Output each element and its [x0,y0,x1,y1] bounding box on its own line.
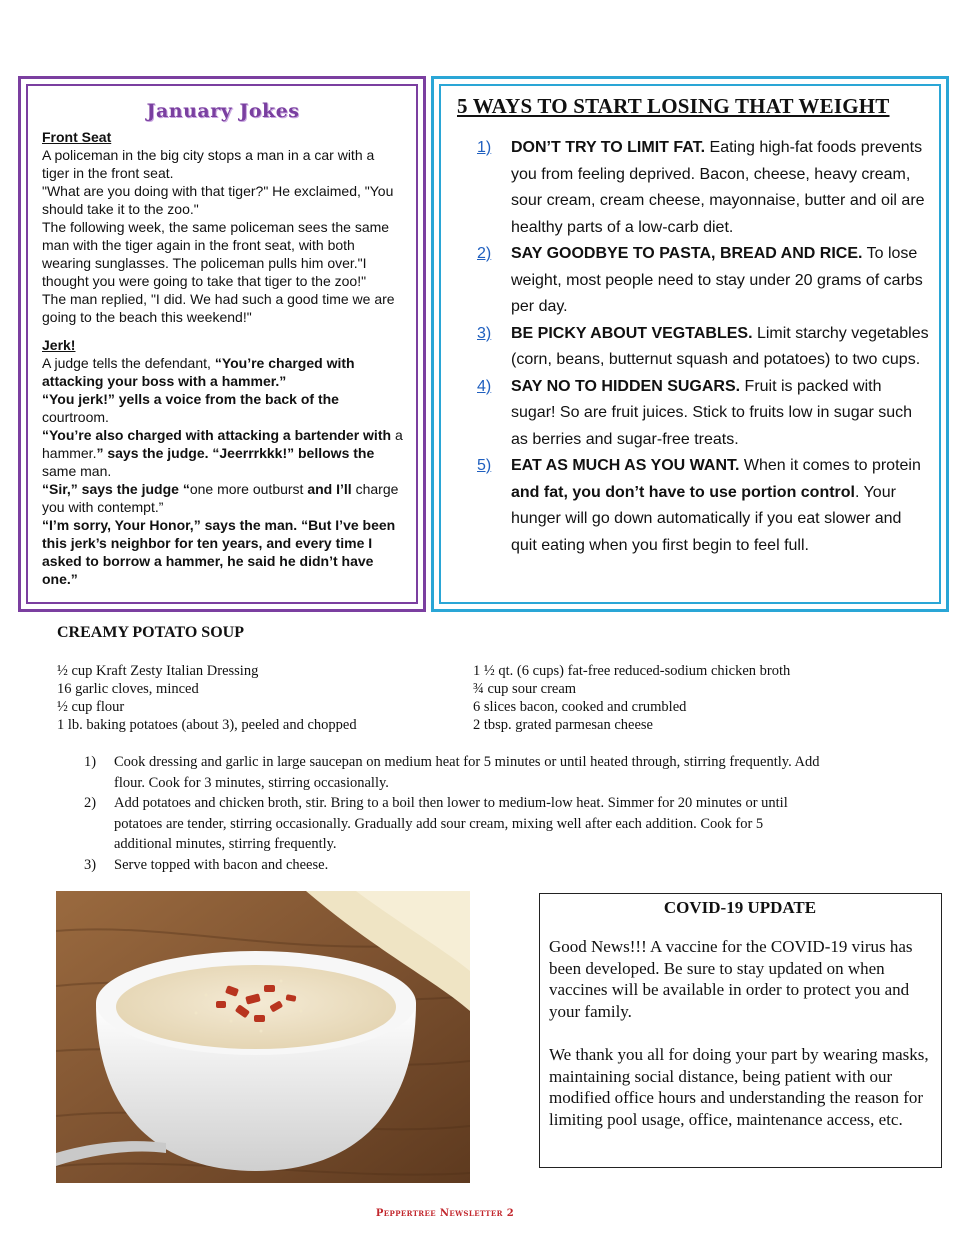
tip-text-bold: and fat, you don’t have to use portion control [511,483,855,501]
weight-loss-title: 5 WAYS TO START LOSING THAT WEIGHT [457,94,890,118]
tip-text: Fruit is packed with sugar! So are fruit juices. Stick to fruits low in sugar such as berries and sugar-free treats. [511,377,913,448]
tip-heading: DON’T TRY TO LIMIT FAT. [511,139,706,156]
recipe-step [84,793,824,855]
tip-body [511,241,929,321]
covid-paragraph: Good News!!! A vaccine for the COVID-19 virus has been developed. Be sure to stay updated on when vaccines will be available in order to protect you and your family. [549,937,913,1022]
joke-text-run-bold: “You’re also charged with attacking a bartender with [42,427,395,443]
ingredient-item: 1 ½ qt. (6 cups) fat-free reduced-sodium chicken broth [473,663,791,679]
ingredient-item: 6 slices bacon, cooked and crumbled [473,699,687,715]
joke-paragraph [42,480,404,516]
joke-paragraph [42,426,404,480]
joke-text-run: one more outburst [189,481,308,497]
joke-jerk-text [42,354,404,588]
tip-body [511,374,929,454]
joke-paragraph [42,354,404,390]
tip-heading: EAT AS MUCH AS YOU WANT. [511,457,740,474]
joke-text-run: a hammer. [42,427,403,461]
weight-loss-box [431,76,949,612]
joke-text-run-bold: “You’re charged with attacking your boss with a hammer.” [42,355,355,389]
tip-heading: SAY NO TO HIDDEN SUGARS. [511,377,741,395]
recipe-steps [84,752,824,875]
newsletter-footer: Peppertree Newsletter 2 [375,1208,515,1219]
tip-body [511,321,929,374]
joke-text-run-bold: ” says the judge. “Jeerrrkkk!” bellows the [96,445,375,461]
joke-text-run-bold: “You jerk!” yells a voice from the back of the [42,391,339,407]
joke-line: The following week, the same policeman sees the same man with the tiger again in the front seat, with both wearing sunglasses. The policeman pulls him over."I thought you were going to take that tiger to the zoo!" [42,219,390,289]
step-text: Serve topped with bacon and cheese. [114,856,329,873]
joke-paragraph: “I’m sorry, Your Honor,” says the man. “But I’ve been this jerk’s neighbor for ten years, and every time I asked to borrow a hammer, he said he didn’t have one.” [42,517,396,587]
tip-number: 5) [477,457,492,474]
covid-update-title: COVID-19 UPDATE [663,898,817,917]
tip-heading: BE PICKY ABOUT VEGTABLES. [511,324,753,342]
tip-item [457,241,929,321]
joke-line: "What are you doing with that tiger?" He exclaimed, "You should take it to the zoo." [42,183,394,217]
ingredient-item: 1 lb. baking potatoes (about 3), peeled and chopped [57,717,357,733]
ingredient-item: ¾ cup sour cream [473,681,577,697]
joke-text-run: same man. [42,463,112,479]
weight-loss-inner-frame [439,84,941,604]
joke-text-run: courtroom. [42,409,109,425]
covid-paragraph: We thank you all for doing your part by wearing masks, maintaining social distance, being patient with our modified office hours and understanding the reason for limiting pool usage, office, maintenance access, etc. [549,1044,929,1129]
step-text: Add potatoes and chicken broth, stir. Bring to a boil then lower to medium-low heat. Simmer for 20 minutes or until potatoes are tender, stirring occasionally. Gradually add sour cream, mixing well after each addition. Cook for 5 additional minutes, stirring frequently. [114,795,788,852]
tip-item [457,321,929,374]
ingredient-item: ½ cup Kraft Zesty Italian Dressing [57,663,259,679]
jokes-inner-frame [26,84,418,604]
tip-body [511,135,929,241]
tip-text: When it comes to protein [739,457,921,474]
jokes-box [18,76,426,612]
tip-number: 1) [477,139,492,156]
tip-item [457,453,929,559]
tip-body [511,453,929,559]
joke-text-run-bold: and I’ll [307,481,356,497]
step-number: 2) [84,795,97,811]
ingredients-left-column [57,662,357,734]
step-text: Cook dressing and garlic in large saucepan on medium heat for 5 minutes or until heated through, stirring frequently. Add flour. Cook for 3 minutes, stirring occasionally. [114,754,820,791]
tip-text: Eating high-fat foods prevents you from feeling deprived. Bacon, cheese, heavy cream, sour cream, cream cheese, mayonnaise, butter and oil are healthy parts of a low-carb diet. [511,139,925,236]
tip-number: 2) [477,245,492,262]
jokes-title: January Jokes [146,100,300,122]
tip-text: . Your hunger will go down automatically if you eat slower and quit eating when you first begin to feel full. [511,483,902,554]
joke-heading-front-seat: Front Seat [42,129,112,145]
recipe-step [84,752,824,793]
joke-text-run: A judge tells the defendant, [42,355,215,371]
tip-text: Limit starchy vegetables (corn, beans, butternut squash and potatoes) to two cups. [511,324,929,368]
tip-number: 3) [477,324,492,342]
ingredients-right-column [473,662,790,734]
joke-heading-jerk: Jerk! [42,337,76,353]
joke-line: A policeman in the big city stops a man in a car with a tiger in the front seat. [42,147,375,181]
ingredient-item: 16 garlic cloves, minced [57,681,199,697]
ingredient-item: 2 tbsp. grated parmesan cheese [473,717,653,733]
tip-number: 4) [477,377,492,395]
joke-front-seat-text [42,146,404,326]
tip-text: To lose weight, most people need to stay under 20 grams of carbs per day. [511,245,923,315]
tip-item [457,135,929,241]
joke-paragraph [42,390,404,426]
soup-bowl-illustration [56,891,470,1183]
joke-text-run-bold: “Sir,” says the judge “ [42,481,190,497]
joke-line: The man replied, "I did. We had such a good time we are going to the beach this weekend!" [42,291,395,325]
tip-item [457,374,929,454]
step-number: 3) [84,856,97,873]
tip-heading: SAY GOODBYE TO PASTA, BREAD AND RICE. [511,245,863,262]
ingredient-item: ½ cup flour [57,699,125,715]
soup-photo [56,891,470,1183]
step-number: 1) [84,754,97,770]
recipe-title: CREAMY POTATO SOUP [57,624,244,641]
joke-text-run: charge you with contempt.” [42,481,399,515]
recipe-step [84,855,824,876]
covid-update-box [539,893,942,1168]
